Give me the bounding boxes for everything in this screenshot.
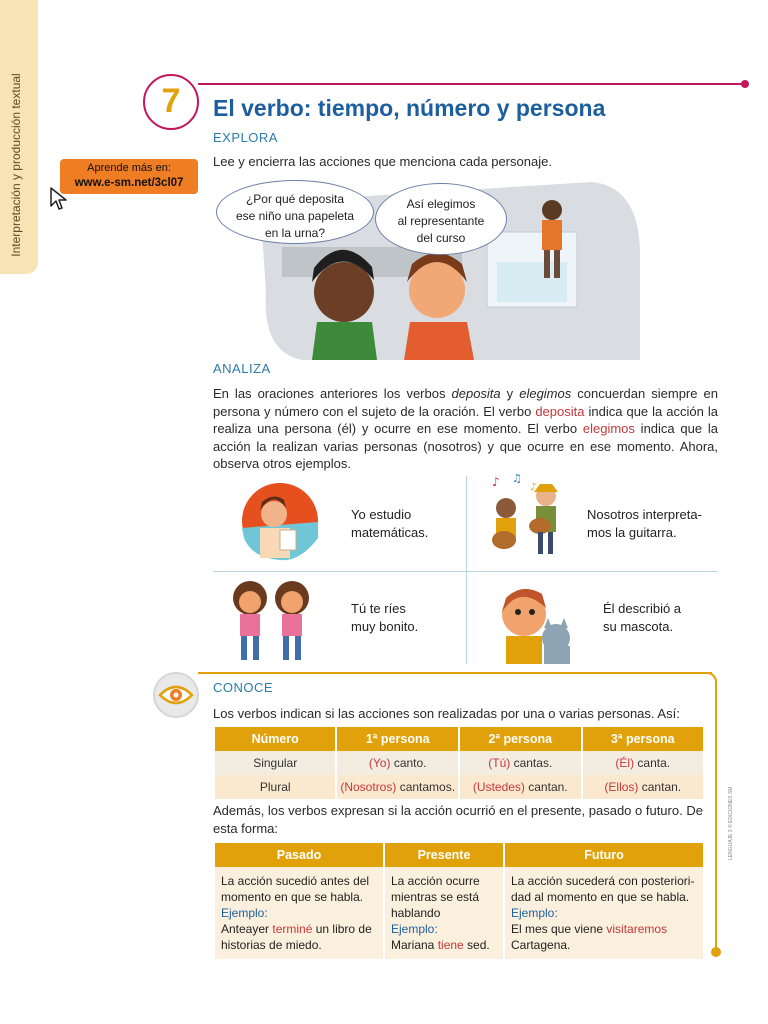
analiza-paragraph: [213, 385, 718, 473]
header-line: [198, 83, 743, 85]
laughing-girls-illustration: [224, 578, 320, 664]
tense-description: La acción sucedió antes del momento en que se habla.: [221, 874, 370, 904]
cursor-icon: [48, 186, 68, 212]
conoce-side-line: [715, 684, 717, 950]
learn-more-label: Aprende más en:: [87, 162, 171, 174]
bubble-right-line: del curso: [416, 231, 466, 245]
example-line: Él describió a: [603, 601, 682, 616]
examples-divider-vertical: [466, 476, 467, 664]
verb: cantan.: [638, 780, 682, 794]
example-yo: [351, 506, 428, 542]
examples-divider-horizontal: [213, 571, 718, 572]
student-studying-illustration: [240, 478, 320, 564]
table-header-cell: Número: [215, 727, 335, 751]
conoce-end-dot: [711, 947, 721, 957]
tense-description: La acción ocurre mientras se está hablando: [391, 874, 480, 920]
table-cell: [337, 751, 458, 775]
table-cell-presente: [385, 867, 503, 959]
person-number-table: [213, 727, 705, 799]
publisher-credit: LENGUAJE 3 © EDICIONES SM: [728, 786, 734, 860]
pronoun: (Ellos): [604, 780, 639, 794]
pronoun: (Tú): [488, 756, 511, 770]
analiza-text: indica que la acción la realizan varias personas (nosotros) y que ocurre en ese momento. Ahora, observa otros ejemplos.: [213, 421, 718, 472]
table-cell: [460, 775, 581, 799]
example-line: su mascota.: [603, 619, 674, 634]
speech-bubble-left: [216, 180, 374, 244]
table-cell-futuro: [505, 867, 703, 959]
table-header-cell: 1ª persona: [337, 727, 458, 751]
table-row: [215, 867, 703, 959]
example-text: El mes que viene: [511, 922, 607, 936]
verb-elegimos-italic: elegimos: [519, 386, 572, 401]
example-label: Ejemplo:: [391, 922, 438, 936]
example-line: mos la guitarra.: [587, 525, 677, 540]
table-cell: Plural: [215, 775, 335, 799]
table-row: [215, 751, 703, 775]
verb-elegimos-highlight: elegimos: [582, 421, 635, 437]
conoce-intro: Los verbos indican si las acciones son realizadas por una o varias personas. Así:: [213, 706, 680, 721]
section-analiza-heading: ANALIZA: [213, 361, 271, 376]
example-label: Ejemplo:: [511, 906, 558, 920]
table-cell: [337, 775, 458, 799]
table-cell: [460, 751, 581, 775]
conoce-top-line: [198, 672, 712, 674]
side-tab-label: Interpretación y producción textual: [9, 73, 23, 257]
example-verb: terminé: [272, 922, 313, 936]
verb-deposita-italic: deposita: [451, 386, 501, 401]
verb-tense-table: [213, 843, 705, 959]
bubble-left-line: en la urna?: [264, 226, 326, 240]
analiza-text: y: [500, 386, 520, 401]
example-el: [603, 600, 681, 636]
example-text: Cartagena.: [511, 938, 571, 952]
speech-bubble-right: [375, 183, 507, 255]
verb: cantamos.: [396, 780, 456, 794]
analiza-text: concuerdan siempre en persona y número con el sujeto de la oración. El verbo: [213, 386, 718, 419]
pronoun: (Él): [615, 756, 635, 770]
example-label: Ejemplo:: [221, 906, 268, 920]
example-nosotros: [587, 506, 702, 542]
table-cell: [583, 751, 703, 775]
boy-with-cat-illustration: [490, 584, 580, 664]
explora-instruction: Lee y encierra las acciones que menciona cada personaje.: [213, 154, 552, 169]
example-line: Yo estudio: [351, 507, 412, 522]
example-text: Anteayer: [221, 922, 273, 936]
table-header-cell: 3ª persona: [583, 727, 703, 751]
svg-text:♫: ♫: [512, 472, 522, 485]
bubble-left-line: ese niño una papeleta: [235, 209, 355, 223]
example-text: un libro de historias de miedo.: [221, 922, 372, 952]
example-verb: visitaremos: [606, 922, 668, 936]
example-line: Nosotros interpreta-: [587, 507, 702, 522]
table-header-cell: 2ª persona: [460, 727, 581, 751]
verb-deposita-highlight: deposita: [535, 403, 585, 419]
section-conoce-heading: CONOCE: [213, 680, 274, 695]
tense-description: La acción sucederá con posteriori-dad al momento en que se habla.: [511, 874, 695, 904]
table-header-row: [215, 843, 703, 867]
verb: canto.: [390, 756, 427, 770]
bubble-right-line: al representante: [397, 214, 485, 228]
analiza-text: indica que la acción la realiza una persona (él) y ocurre en ese momento. El verbo: [213, 403, 718, 437]
example-text: Mariana: [391, 938, 438, 952]
learn-more-url[interactable]: www.e-sm.net/3cl07: [74, 177, 184, 189]
table-header-cell: Futuro: [505, 843, 703, 867]
svg-text:♪: ♪: [492, 475, 500, 489]
bubble-left-line: ¿Por qué deposita: [245, 192, 345, 206]
svg-text:♪: ♪: [530, 482, 537, 493]
verb: cantan.: [524, 780, 568, 794]
eye-icon: [158, 683, 194, 707]
pronoun: (Yo): [368, 756, 391, 770]
example-line: muy bonito.: [351, 619, 419, 634]
example-line: matemáticas.: [351, 525, 429, 540]
pronoun: (Ustedes): [472, 780, 525, 794]
example-tu: [351, 600, 418, 636]
table-row: [215, 775, 703, 799]
table-header-cell: Presente: [385, 843, 503, 867]
conoce-middle-text: Además, los verbos expresan si la acción ocurrió en el presente, pasado o futuro. De esta forma:: [213, 803, 703, 836]
verb: cantas.: [510, 756, 553, 770]
verb: canta.: [634, 756, 671, 770]
table-cell: Singular: [215, 751, 335, 775]
lesson-number: 7: [161, 82, 181, 120]
musicians-guitar-illustration: [482, 470, 576, 562]
bubble-right-line: Así elegimos: [406, 197, 476, 211]
example-text: sed.: [463, 938, 490, 952]
page-title: El verbo: tiempo, número y persona: [213, 95, 606, 121]
table-header-row: [215, 727, 703, 751]
analiza-text: En las oraciones anteriores los verbos: [213, 386, 452, 401]
table-header-cell: Pasado: [215, 843, 383, 867]
example-line: Tú te ríes: [351, 601, 406, 616]
learn-more-link-box[interactable]: [60, 159, 198, 194]
example-verb: tiene: [437, 938, 464, 952]
pronoun: (Nosotros): [340, 780, 397, 794]
table-cell: [583, 775, 703, 799]
header-dot: [741, 80, 749, 88]
table-cell-pasado: [215, 867, 383, 959]
section-explora-heading: EXPLORA: [213, 130, 278, 145]
